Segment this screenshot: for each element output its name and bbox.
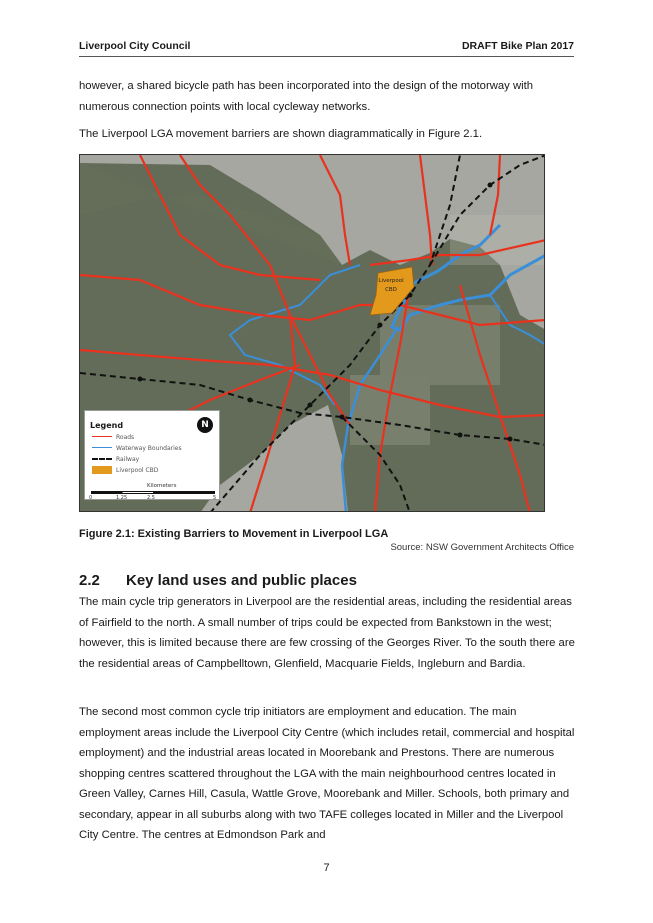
body-paragraph-2: The second most common cycle trip initiators are employment and education. The main employment areas include the Liverpool City Centre (which includes retail, commercial and hospital employment) and the industrial areas located in Moorebank and Prestons. There are numerous shopping centres scattered throughout the LGA with the main neighbourhood centres located in Green Valley, Carnes Hill, Casula, Wattle Grove, Moorebank and Miller. Schools, both primary and secondary, appear in all suburbs along with two TAFE colleges located in Miller and the Liverpool City Centre. The centres at Edmondson Park and — [79, 706, 575, 841]
header-divider — [79, 56, 574, 57]
cbd-label-line1: Liverpool — [378, 278, 404, 284]
cbd-label-line2: CBD — [385, 287, 397, 293]
figure-source: Source: NSW Government Architects Office — [390, 542, 574, 553]
section-heading — [79, 572, 357, 589]
section-number: 2.2 — [79, 572, 100, 589]
scale-bar — [91, 491, 215, 494]
header-organisation: Liverpool City Council — [79, 40, 191, 52]
legend-label-roads: Roads — [116, 433, 135, 441]
legend-label-cbd: Liverpool CBD — [116, 466, 159, 474]
intro-paragraph: however, a shared bicycle path has been incorporated into the design of the motorway with numerous connection points with local cycleway networks. — [79, 80, 534, 113]
legend-label-waterways: Waterway Boundaries — [116, 444, 182, 452]
figure-caption: Figure 2.1: Existing Barriers to Movement in Liverpool LGA — [79, 528, 389, 540]
map-legend — [84, 410, 220, 500]
page-number: 7 — [323, 862, 330, 874]
figure-reference-paragraph: The Liverpool LGA movement barriers are shown diagrammatically in Figure 2.1. — [79, 128, 483, 140]
north-arrow-icon: N — [197, 417, 213, 433]
scale-tick: 2.5 — [147, 495, 155, 501]
waterway-line-icon — [90, 444, 114, 452]
section-title: Key land uses and public places — [126, 572, 357, 589]
legend-title: Legend — [90, 421, 124, 430]
scale-tick: 1.25 — [116, 495, 128, 501]
cbd-label — [376, 277, 406, 295]
legend-item-railway — [90, 454, 139, 464]
body-paragraph-1: The main cycle trip generators in Liverpool are the residential areas, including the residential areas of Fairfield to the north. A small number of trips could be expected from Bankstown in the west; however, this is limited because there are few crossing of the Georges River. To the south there are the residential areas of Campbelltown, Glenfield, Macquarie Fields, Ingleburn and Bardia. — [79, 596, 575, 670]
railway-line-icon — [90, 455, 114, 463]
scale-tick: 5 — [213, 495, 217, 501]
scale-label: Kilometers — [147, 483, 177, 489]
scale-tick: 0 — [89, 495, 93, 501]
legend-label-railway: Railway — [116, 455, 140, 463]
header-document-title: DRAFT Bike Plan 2017 — [461, 40, 574, 52]
page-header — [79, 40, 574, 54]
road-line-icon — [90, 433, 114, 441]
legend-item-waterways — [90, 443, 182, 453]
cbd-swatch-icon — [90, 466, 114, 474]
legend-item-roads — [90, 432, 134, 442]
legend-item-cbd — [90, 465, 158, 475]
